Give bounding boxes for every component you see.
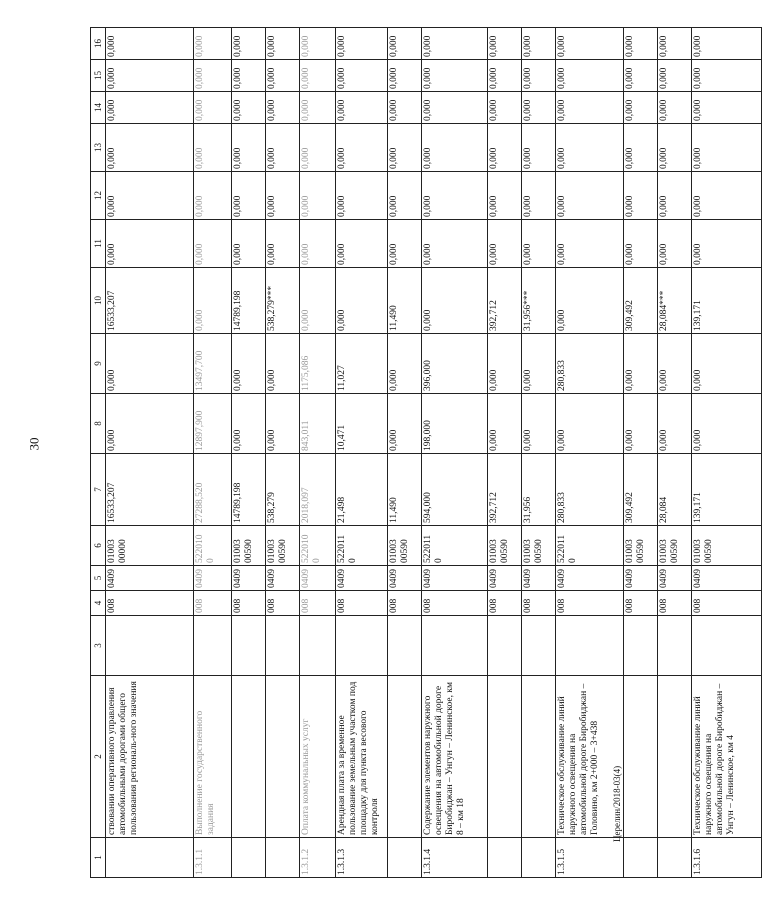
table-cell-col-14: 0,000 [624, 92, 658, 124]
table-cell-col-10: 538,279*** [266, 268, 300, 334]
column-number: 13 [91, 124, 106, 172]
table-cell-col-3 [266, 616, 300, 676]
table-cell-col-10: 0,000 [556, 268, 624, 334]
table-cell-col-6: 522011 0 [336, 526, 388, 566]
table-cell-col-8: 0,000 [522, 394, 556, 454]
table-cell-col-12: 0,000 [232, 172, 266, 220]
table-cell-col-5: 0409 [556, 566, 624, 591]
table-cell-col-15: 0,000 [658, 60, 692, 92]
table-cell-col-8: 0,000 [488, 394, 522, 454]
table-cell-col-6: 01003 00590 [624, 526, 658, 566]
table-cell-col-13: 0,000 [422, 124, 488, 172]
table-row [232, 28, 266, 878]
column-number: 16 [91, 28, 106, 60]
table-cell-col-5: 0409 [422, 566, 488, 591]
table-cell-col-16: 0,000 [336, 28, 388, 60]
column-number: 15 [91, 60, 106, 92]
table-cell-col-14: 0,000 [522, 92, 556, 124]
table-cell-col-3 [692, 616, 762, 676]
table-cell-col-2: Оплата коммунальных услуг [300, 676, 336, 838]
table-cell-col-1: 1.3.1.4 [422, 838, 488, 878]
table-cell-col-11: 0,000 [266, 220, 300, 268]
table-cell-col-9: 0,000 [388, 334, 422, 394]
table-cell-col-16: 0,000 [522, 28, 556, 60]
table-cell-col-12: 0,000 [658, 172, 692, 220]
table-cell-col-16: 0,000 [658, 28, 692, 60]
table-cell-col-12: 0,000 [692, 172, 762, 220]
table-cell-col-5: 0409 [106, 566, 194, 591]
table-cell-col-9: 0,000 [232, 334, 266, 394]
table-cell-col-8: 0,000 [692, 394, 762, 454]
table-cell-col-1 [388, 838, 422, 878]
table-cell-col-13: 0,000 [692, 124, 762, 172]
table-cell-col-2: Техническое обслуживание линий наружного освещения на автомобильной дороге Биробиджан – Головино, км 2+000 – 3+438 [556, 676, 624, 838]
table-cell-col-1 [266, 838, 300, 878]
table-cell-col-15: 0,000 [300, 60, 336, 92]
table-cell-col-3 [488, 616, 522, 676]
table-cell-col-1: 1.3.1.5 [556, 838, 624, 878]
table-cell-col-15: 0,000 [692, 60, 762, 92]
table-cell-col-9: 0,000 [266, 334, 300, 394]
table-cell-col-10: 0,000 [422, 268, 488, 334]
table-cell-col-6: 01003 00590 [692, 526, 762, 566]
rotated-table-wrapper [90, 28, 736, 878]
table-cell-col-6: 522010 0 [300, 526, 336, 566]
column-number: 6 [91, 526, 106, 566]
table-cell-col-5: 0409 [658, 566, 692, 591]
table-cell-col-1: 1.3.1.1 [194, 838, 232, 878]
table-cell-col-3 [388, 616, 422, 676]
table-cell-col-7: 27288,520 [194, 454, 232, 526]
column-number: 9 [91, 334, 106, 394]
table-cell-col-14: 0,000 [658, 92, 692, 124]
budget-table [90, 27, 762, 878]
table-cell-col-16: 0,000 [106, 28, 194, 60]
table-row [624, 28, 658, 878]
table-cell-col-6: 01003 00590 [232, 526, 266, 566]
table-cell-col-12: 0,000 [388, 172, 422, 220]
table-cell-col-10: 309,492 [624, 268, 658, 334]
table-cell-col-12: 0,000 [336, 172, 388, 220]
column-number-row [91, 28, 106, 878]
table-body [91, 28, 762, 878]
table-cell-col-10: 16533,207 [106, 268, 194, 334]
table-cell-col-10: 0,000 [194, 268, 232, 334]
column-number: 7 [91, 454, 106, 526]
column-number: 2 [91, 676, 106, 838]
table-cell-col-4: 008 [266, 591, 300, 616]
table-cell-col-7: 309,492 [624, 454, 658, 526]
table-row [336, 28, 388, 878]
table-cell-col-15: 0,000 [388, 60, 422, 92]
table-cell-col-4: 008 [692, 591, 762, 616]
table-cell-col-6: 01003 00590 [388, 526, 422, 566]
table-cell-col-9: 13497,700 [194, 334, 232, 394]
table-cell-col-15: 0,000 [556, 60, 624, 92]
table-row [488, 28, 522, 878]
table-row [388, 28, 422, 878]
table-cell-col-12: 0,000 [106, 172, 194, 220]
table-cell-col-12: 0,000 [300, 172, 336, 220]
table-cell-col-4: 008 [336, 591, 388, 616]
table-cell-col-4: 008 [300, 591, 336, 616]
table-cell-col-9: 0,000 [624, 334, 658, 394]
table-cell-col-15: 0,000 [336, 60, 388, 92]
table-row [556, 28, 624, 878]
table-cell-col-10: 139,171 [692, 268, 762, 334]
table-row [692, 28, 762, 878]
table-cell-col-16: 0,000 [488, 28, 522, 60]
table-cell-col-5: 0409 [692, 566, 762, 591]
table-cell-col-3 [556, 616, 624, 676]
table-cell-col-4: 008 [388, 591, 422, 616]
table-cell-col-7: 16533,207 [106, 454, 194, 526]
table-cell-col-5: 0409 [266, 566, 300, 591]
table-row [522, 28, 556, 878]
page-number: 30 [26, 437, 42, 451]
table-cell-col-14: 0,000 [106, 92, 194, 124]
table-cell-col-14: 0,000 [336, 92, 388, 124]
table-cell-col-12: 0,000 [266, 172, 300, 220]
table-cell-col-8: 0,000 [266, 394, 300, 454]
table-cell-col-2 [488, 676, 522, 838]
table-cell-col-6: 01003 00000 [106, 526, 194, 566]
table-cell-col-16: 0,000 [300, 28, 336, 60]
table-cell-col-9: 0,000 [106, 334, 194, 394]
column-number: 10 [91, 268, 106, 334]
table-cell-col-6: 522011 0 [422, 526, 488, 566]
table-cell-col-6: 01003 00590 [488, 526, 522, 566]
table-cell-col-4: 008 [658, 591, 692, 616]
table-cell-col-4: 008 [556, 591, 624, 616]
table-cell-col-10: 392,712 [488, 268, 522, 334]
table-cell-col-3 [624, 616, 658, 676]
table-cell-col-9: 0,000 [692, 334, 762, 394]
table-cell-col-11: 0,000 [194, 220, 232, 268]
table-cell-col-5: 0409 [522, 566, 556, 591]
table-row [266, 28, 300, 878]
table-cell-col-2 [266, 676, 300, 838]
table-cell-col-7: 594,000 [422, 454, 488, 526]
table-cell-col-12: 0,000 [556, 172, 624, 220]
table-cell-col-8: 0,000 [658, 394, 692, 454]
column-number: 14 [91, 92, 106, 124]
table-cell-col-12: 0,000 [624, 172, 658, 220]
table-cell-col-15: 0,000 [232, 60, 266, 92]
table-cell-col-1: 1.3.1.3 [336, 838, 388, 878]
table-cell-col-15: 0,000 [266, 60, 300, 92]
table-cell-col-7: 31,956 [522, 454, 556, 526]
table-cell-col-1 [658, 838, 692, 878]
table-cell-col-14: 0,000 [388, 92, 422, 124]
table-cell-col-5: 0409 [232, 566, 266, 591]
table-cell-col-13: 0,000 [300, 124, 336, 172]
table-row [658, 28, 692, 878]
table-cell-col-3 [422, 616, 488, 676]
table-cell-col-4: 008 [522, 591, 556, 616]
column-number: 1 [91, 838, 106, 878]
table-cell-col-8: 12897,900 [194, 394, 232, 454]
table-cell-col-15: 0,000 [624, 60, 658, 92]
table-cell-col-15: 0,000 [422, 60, 488, 92]
table-cell-col-13: 0,000 [388, 124, 422, 172]
table-cell-col-13: 0,000 [266, 124, 300, 172]
table-cell-col-11: 0,000 [422, 220, 488, 268]
table-cell-col-10: 0,000 [300, 268, 336, 334]
column-number: 12 [91, 172, 106, 220]
table-cell-col-3 [106, 616, 194, 676]
table-cell-col-7: 21,498 [336, 454, 388, 526]
table-cell-col-14: 0,000 [300, 92, 336, 124]
table-cell-col-10: 28,084*** [658, 268, 692, 334]
table-cell-col-13: 0,000 [522, 124, 556, 172]
table-cell-col-3 [522, 616, 556, 676]
table-cell-col-13: 0,000 [624, 124, 658, 172]
table-cell-col-9: 0,000 [658, 334, 692, 394]
table-cell-col-16: 0,000 [232, 28, 266, 60]
table-cell-col-10: 31,956*** [522, 268, 556, 334]
table-cell-col-10: 14789,198 [232, 268, 266, 334]
table-cell-col-8: 10,471 [336, 394, 388, 454]
table-cell-col-7: 2018,097 [300, 454, 336, 526]
table-cell-col-11: 0,000 [336, 220, 388, 268]
column-number: 3 [91, 616, 106, 676]
table-cell-col-5: 0409 [388, 566, 422, 591]
table-cell-col-2: Арендная плата за временное пользование земельным участком под площадку для пункта весового контроля [336, 676, 388, 838]
table-cell-col-11: 0,000 [692, 220, 762, 268]
table-cell-col-8: 0,000 [232, 394, 266, 454]
table-cell-col-5: 0409 [194, 566, 232, 591]
table-cell-col-10: 0,000 [336, 268, 388, 334]
table-cell-col-14: 0,000 [692, 92, 762, 124]
table-cell-col-13: 0,000 [194, 124, 232, 172]
table-cell-col-15: 0,000 [194, 60, 232, 92]
table-cell-col-11: 0,000 [388, 220, 422, 268]
table-cell-col-6: 522011 0 [556, 526, 624, 566]
table-cell-col-11: 0,000 [658, 220, 692, 268]
table-cell-col-7: 392,712 [488, 454, 522, 526]
table-cell-col-3 [232, 616, 266, 676]
table-cell-col-2: Техническое обслуживание линий наружного освещения на автомобильной дороге Биробиджан – Унгун – Ленинское, км 4 [692, 676, 762, 838]
table-cell-col-14: 0,000 [422, 92, 488, 124]
column-number: 4 [91, 591, 106, 616]
table-cell-col-15: 0,000 [522, 60, 556, 92]
table-cell-col-7: 14789,198 [232, 454, 266, 526]
table-cell-col-11: 0,000 [556, 220, 624, 268]
table-cell-col-2 [624, 676, 658, 838]
table-cell-col-8: 0,000 [624, 394, 658, 454]
table-cell-col-1 [232, 838, 266, 878]
table-cell-col-14: 0,000 [556, 92, 624, 124]
table-cell-col-1 [624, 838, 658, 878]
table-cell-col-8: 0,000 [106, 394, 194, 454]
table-cell-col-1 [106, 838, 194, 878]
table-cell-col-1: 1.3.1.2 [300, 838, 336, 878]
table-cell-col-13: 0,000 [336, 124, 388, 172]
table-cell-col-15: 0,000 [488, 60, 522, 92]
table-cell-col-4: 008 [488, 591, 522, 616]
table-cell-col-2: Содержание элементов наружного освещения на автомобильной дороге Биробиджан – Унгун – Ленинское, км 8 – км 18 [422, 676, 488, 838]
table-cell-col-7: 28,084 [658, 454, 692, 526]
table-row [106, 28, 194, 878]
table-cell-col-2 [232, 676, 266, 838]
table-cell-col-16: 0,000 [556, 28, 624, 60]
table-cell-col-16: 0,000 [692, 28, 762, 60]
table-cell-col-3 [194, 616, 232, 676]
table-cell-col-9: 11,027 [336, 334, 388, 394]
table-cell-col-16: 0,000 [388, 28, 422, 60]
table-cell-col-2 [388, 676, 422, 838]
table-cell-col-1 [522, 838, 556, 878]
table-row [300, 28, 336, 878]
table-cell-col-8: 843,011 [300, 394, 336, 454]
table-cell-col-12: 0,000 [194, 172, 232, 220]
table-row [194, 28, 232, 878]
table-cell-col-6: 01003 00590 [266, 526, 300, 566]
table-cell-col-4: 008 [106, 591, 194, 616]
table-cell-col-13: 0,000 [106, 124, 194, 172]
table-cell-col-9: 0,000 [488, 334, 522, 394]
table-cell-col-9: 1175,086 [300, 334, 336, 394]
table-cell-col-7: 280,833 [556, 454, 624, 526]
column-number: 8 [91, 394, 106, 454]
table-cell-col-4: 008 [194, 591, 232, 616]
table-cell-col-13: 0,000 [556, 124, 624, 172]
table-cell-col-2 [658, 676, 692, 838]
table-cell-col-5: 0409 [336, 566, 388, 591]
table-cell-col-14: 0,000 [194, 92, 232, 124]
table-cell-col-8: 0,000 [556, 394, 624, 454]
table-cell-col-7: 538,279 [266, 454, 300, 526]
table-cell-col-16: 0,000 [422, 28, 488, 60]
table-cell-col-11: 0,000 [488, 220, 522, 268]
table-cell-col-7: 139,171 [692, 454, 762, 526]
table-cell-col-14: 0,000 [232, 92, 266, 124]
table-cell-col-3 [658, 616, 692, 676]
table-cell-col-14: 0,000 [266, 92, 300, 124]
table-cell-col-4: 008 [422, 591, 488, 616]
table-cell-col-12: 0,000 [488, 172, 522, 220]
table-cell-col-13: 0,000 [232, 124, 266, 172]
table-cell-col-6: 01003 00590 [522, 526, 556, 566]
table-cell-col-4: 008 [232, 591, 266, 616]
table-cell-col-2: ствовании оперативного управления автомобильными дорогами общего пользования региональ-ного значения [106, 676, 194, 838]
table-cell-col-2 [522, 676, 556, 838]
table-cell-col-8: 0,000 [388, 394, 422, 454]
table-cell-col-15: 0,000 [106, 60, 194, 92]
table-cell-col-12: 0,000 [522, 172, 556, 220]
table-cell-col-12: 0,000 [422, 172, 488, 220]
table-cell-col-11: 0,000 [106, 220, 194, 268]
table-cell-col-2: Выполнение государственного задания [194, 676, 232, 838]
table-cell-col-11: 0,000 [232, 220, 266, 268]
table-cell-col-6: 01003 00590 [658, 526, 692, 566]
table-cell-col-13: 0,000 [658, 124, 692, 172]
column-number: 5 [91, 566, 106, 591]
table-cell-col-11: 0,000 [624, 220, 658, 268]
table-cell-col-8: 198,000 [422, 394, 488, 454]
table-cell-col-16: 0,000 [624, 28, 658, 60]
table-cell-col-1 [488, 838, 522, 878]
table-cell-col-5: 0409 [300, 566, 336, 591]
table-cell-col-11: 0,000 [522, 220, 556, 268]
table-cell-col-16: 0,000 [194, 28, 232, 60]
table-cell-col-4: 008 [624, 591, 658, 616]
table-cell-col-9: 396,000 [422, 334, 488, 394]
table-cell-col-6: 522010 0 [194, 526, 232, 566]
column-number: 11 [91, 220, 106, 268]
table-cell-col-3 [300, 616, 336, 676]
table-cell-col-9: 0,000 [522, 334, 556, 394]
table-cell-col-13: 0,000 [488, 124, 522, 172]
table-cell-col-14: 0,000 [488, 92, 522, 124]
table-cell-col-3 [336, 616, 388, 676]
table-cell-col-1: 1.3.1.6 [692, 838, 762, 878]
table-row [422, 28, 488, 878]
table-cell-col-11: 0,000 [300, 220, 336, 268]
table-cell-col-5: 0409 [624, 566, 658, 591]
table-cell-col-10: 11,490 [388, 268, 422, 334]
table-cell-col-16: 0,000 [266, 28, 300, 60]
table-cell-col-9: 280,833 [556, 334, 624, 394]
table-cell-col-5: 0409 [488, 566, 522, 591]
table-cell-col-7: 11,490 [388, 454, 422, 526]
document-footer-code: Церелин/2018-03(4) [612, 765, 622, 842]
